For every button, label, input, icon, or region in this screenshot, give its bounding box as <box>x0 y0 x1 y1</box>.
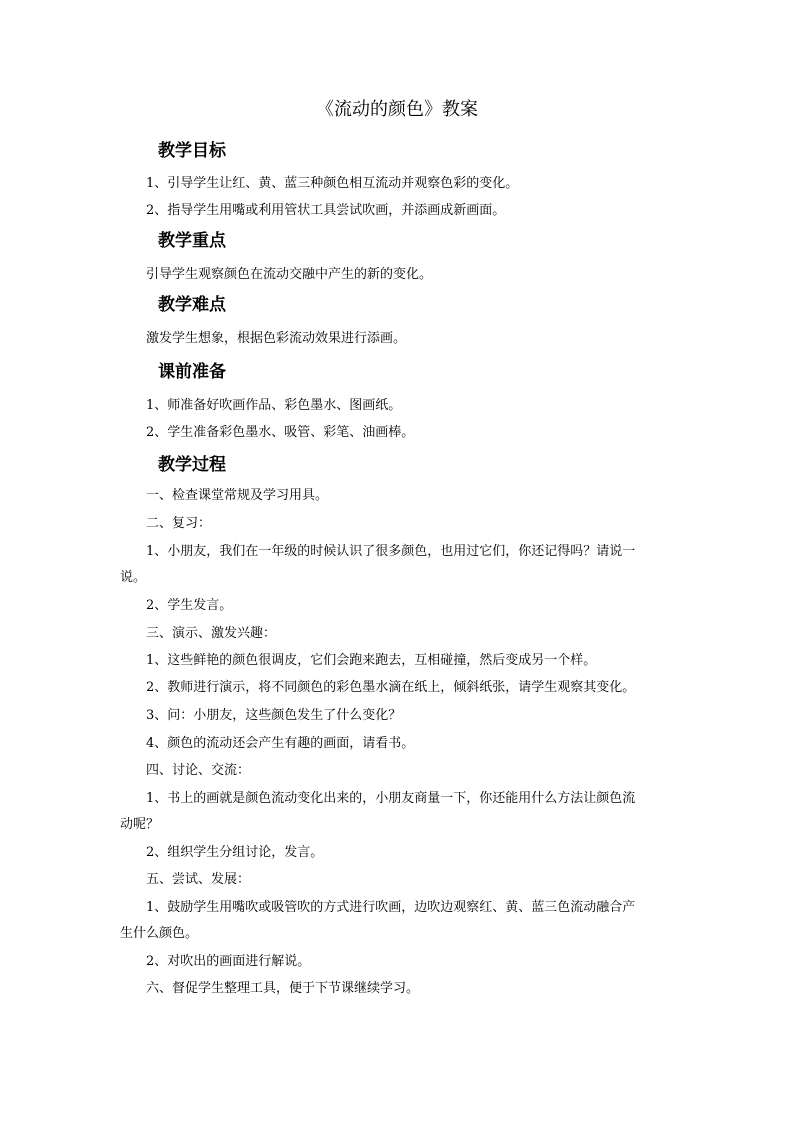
process-line: 1、书上的画就是颜色流动变化出来的，小朋友商量一下，你还能用什么方法让颜色流 <box>146 791 636 806</box>
heading-process: 教学过程 <box>158 455 226 475</box>
process-line: 四、讨论、交流： <box>146 763 251 778</box>
process-line: 2、组织学生分组讨论，发言。 <box>146 845 324 860</box>
process-line: 六、督促学生整理工具，便于下节课继续学习。 <box>146 981 420 996</box>
process-line: 1、这些鲜艳的颜色很调皮，它们会跑来跑去，互相碰撞，然后变成另一个样。 <box>146 653 597 668</box>
document-title: 《流动的颜色》教案 <box>316 99 478 120</box>
process-line: 生什么颜色。 <box>120 926 199 941</box>
process-line: 1、鼓励学生用嘴吹或吸管吹的方式进行吹画，边吹边观察红、黄、蓝三色流动融合产 <box>146 900 636 915</box>
goals-line-1: 1、引导学生让红、黄、蓝三种颜色相互流动并观察色彩的变化。 <box>146 176 519 191</box>
process-line: 3、问：小朋友，这些颜色发生了什么变化？ <box>146 708 402 723</box>
key-points-line-1: 引导学生观察颜色在流动交融中产生的新的变化。 <box>146 267 433 282</box>
heading-difficulties: 教学难点 <box>158 295 226 315</box>
process-line: 动呢？ <box>120 817 160 832</box>
difficulties-line-1: 激发学生想象，根据色彩流动效果进行添画。 <box>146 331 407 346</box>
process-line: 2、学生发言。 <box>146 598 233 613</box>
heading-preparation: 课前准备 <box>158 362 226 382</box>
process-line: 说。 <box>120 570 147 585</box>
process-line: 4、颜色的流动还会产生有趣的画面，请看书。 <box>146 736 415 751</box>
process-line: 二、复习： <box>146 516 212 531</box>
process-line: 一、检查课堂常规及学习用具。 <box>146 488 329 503</box>
process-line: 五、尝试、发展： <box>146 872 251 887</box>
process-line: 三、演示、激发兴趣： <box>146 626 277 641</box>
process-line: 1、小朋友，我们在一年级的时候认识了很多颜色，也用过它们，你还记得吗？请说一 <box>146 544 636 559</box>
process-line: 2、教师进行演示，将不同颜色的彩色墨水滴在纸上，倾斜纸张，请学生观察其变化。 <box>146 680 636 695</box>
preparation-line-2: 2、学生准备彩色墨水、吸管、彩笔、油画棒。 <box>146 425 415 440</box>
goals-line-2: 2、指导学生用嘴或利用管状工具尝试吹画，并添画成新画面。 <box>146 203 506 218</box>
preparation-line-1: 1、师准备好吹画作品、彩色墨水、图画纸。 <box>146 398 402 413</box>
heading-goals: 教学目标 <box>158 141 226 161</box>
heading-key-points: 教学重点 <box>158 231 226 251</box>
process-line: 2、对吹出的画面进行解说。 <box>146 954 311 969</box>
